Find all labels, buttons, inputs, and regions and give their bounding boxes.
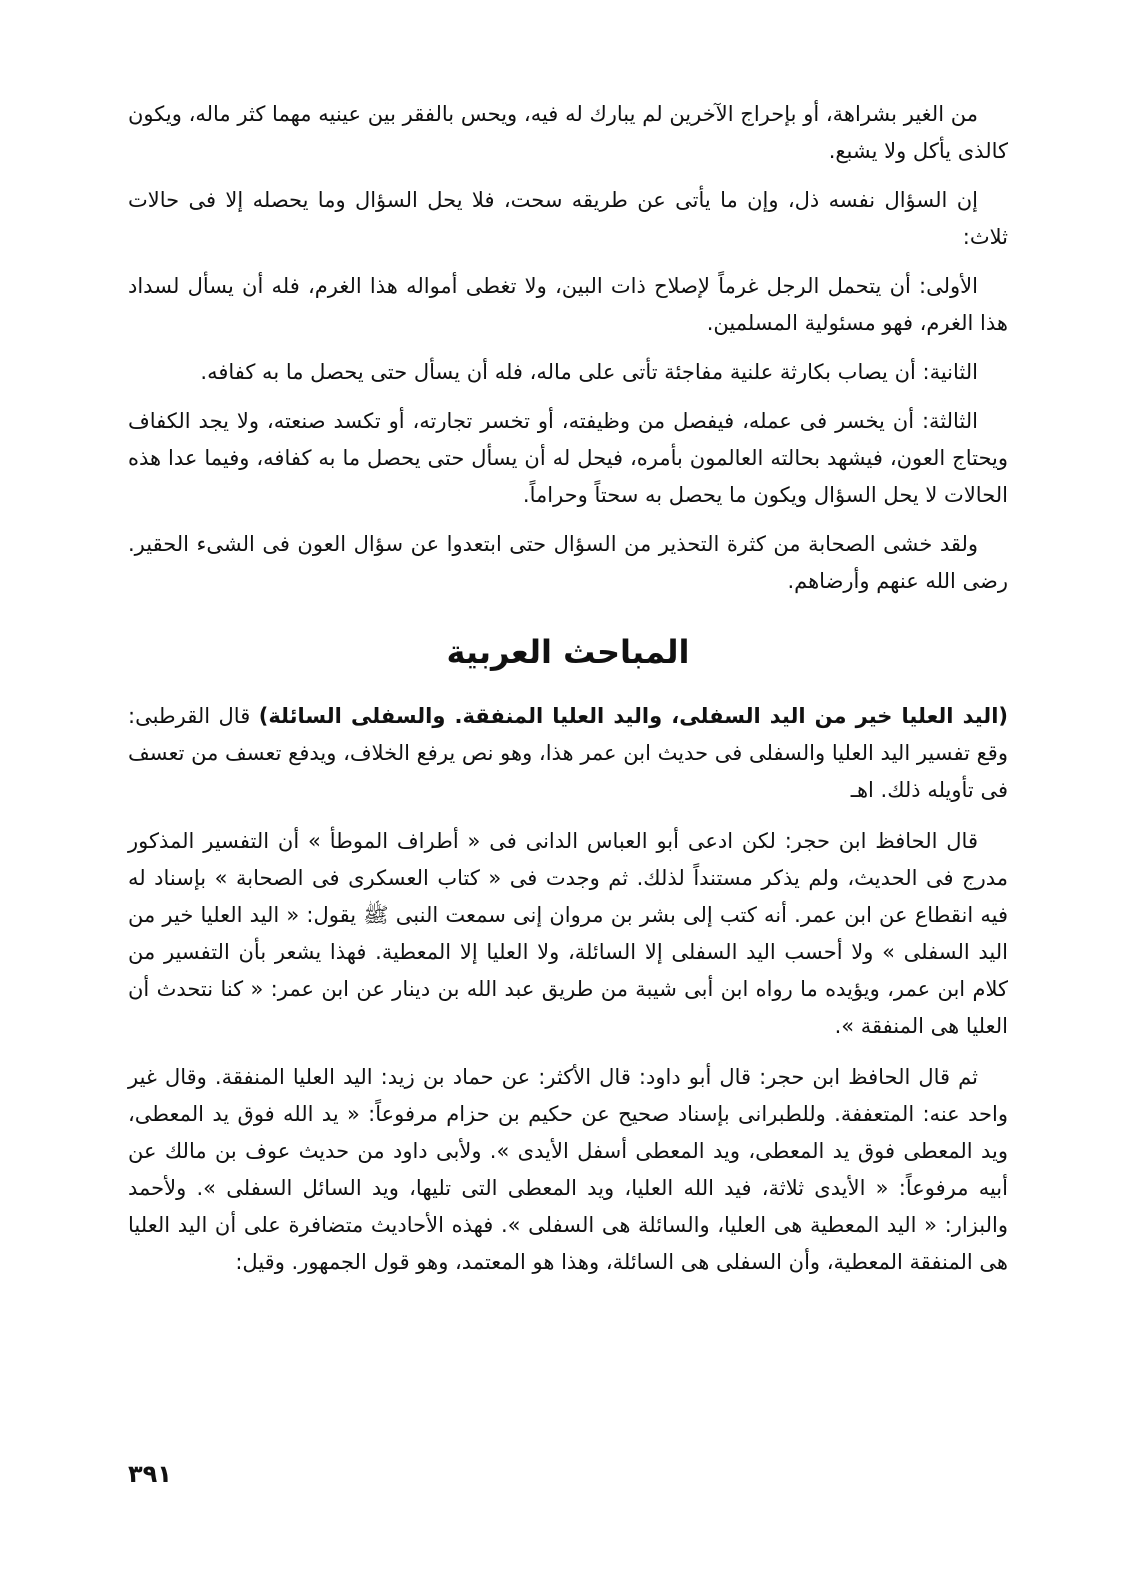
paragraph-3: الأولى: أن يتحمل الرجل غرماً لإصلاح ذات البين، ولا تغطى أمواله هذا الغرم، فله أن يسأل لسداد هذا الغرم، فهو مسئولية المسلمين. (128, 274, 1008, 335)
paragraph-4: الثانية: أن يصاب بكارثة علنية مفاجئة تأتى على ماله، فله أن يسأل حتى يحصل ما به كفافه. (200, 360, 978, 384)
heading-rest-text: قال القرطبى: وقع تفسير اليد العليا والسفلى فى حديث ابن عمر هذا، وهو نص يرفع الخلاف، ويدفع تعسف من تعسف فى تأويله ذلك. اهـ (128, 704, 1008, 802)
paragraph-6: ولقد خشى الصحابة من كثرة التحذير من السؤال حتى ابتعدوا عن سؤال العون فى الشىء الحقير. رضى الله عنهم وأرضاهم. (128, 532, 1008, 593)
paragraph-7: قال الحافظ ابن حجر: لكن ادعى أبو العباس الدانى فى « أطراف الموطأ » أن التفسير المذكور مدرج فى الحديث، ولم يذكر مستنداً لذلك. ثم وجدت فى « كتاب العسكرى فى الصحابة » بإسناد له فيه انقطاع عن ابن عمر. أنه كتب إلى بشر بن مروان إنى سمعت النبى ﷺ يقول: « اليد العليا خير من اليد السفلى » ولا أحسب اليد السفلى إلا السائلة، ولا العليا إلا المعطية. فهذا يشعر بأن التفسير من كلام ابن عمر، ويؤيده ما رواه ابن أبى شيبة من طريق عبد الله بن دينار عن ابن عمر: « كنا نتحدث أن العليا هى المنفقة ». (128, 829, 1008, 1038)
page-number: ٣٩١ (128, 1460, 172, 1488)
section-title: المباحث العربية (446, 633, 690, 671)
paragraph-2: إن السؤال نفسه ذل، وإن ما يأتى عن طريقه سحت، فلا يحل السؤال وما يحصله إلا فى حالات ثلاث: (128, 188, 1008, 249)
heading-bold-phrase: (اليد العليا خير من اليد السفلى، واليد العليا المنفقة. والسفلى السائلة) (258, 704, 1008, 728)
page-body (128, 96, 1008, 1281)
paragraph-5: الثالثة: أن يخسر فى عمله، فيفصل من وظيفته، أو تخسر تجارته، أو تكسد صنعته، ولا يجد الكفاف ويحتاج العون، فيشهد بحالته العالمون بأمره، فيحل له أن يسأل حتى يحصل ما به كفافه، وفيما عدا هذه الحالات لا يحل السؤال ويكون ما يحصل به سحتاً وحراماً. (128, 409, 1008, 507)
paragraph-8: ثم قال الحافظ ابن حجر: قال أبو داود: قال الأكثر: عن حماد بن زيد: اليد العليا المنفقة. وقال غير واحد عنه: المتعففة. وللطبرانى بإسناد صحيح عن حكيم بن حزام مرفوعاً: « يد الله فوق يد المعطى، ويد المعطى فوق يد المعطى، ويد المعطى أسفل الأيدى ». ولأبى داود من حديث عوف بن مالك عن أبيه مرفوعاً: « الأيدى ثلاثة، فيد الله العليا، ويد المعطى التى تليها، ويد السائل السفلى ». ولأحمد والبزار: « اليد المعطية هى العليا، والسائلة هى السفلى ». فهذه الأحاديث متضافرة على أن اليد العليا هى المنفقة المعطية، وأن السفلى هى السائلة، وهذا هو المعتمد، وهو قول الجمهور. وقيل: (128, 1065, 1008, 1274)
paragraph-1: من الغير بشراهة، أو بإحراج الآخرين لم يبارك له فيه، ويحس بالفقر بين عينيه مهما كثر ماله، ويكون كالذى يأكل ولا يشبع. (128, 102, 1008, 163)
heading-paragraph (128, 698, 1008, 809)
